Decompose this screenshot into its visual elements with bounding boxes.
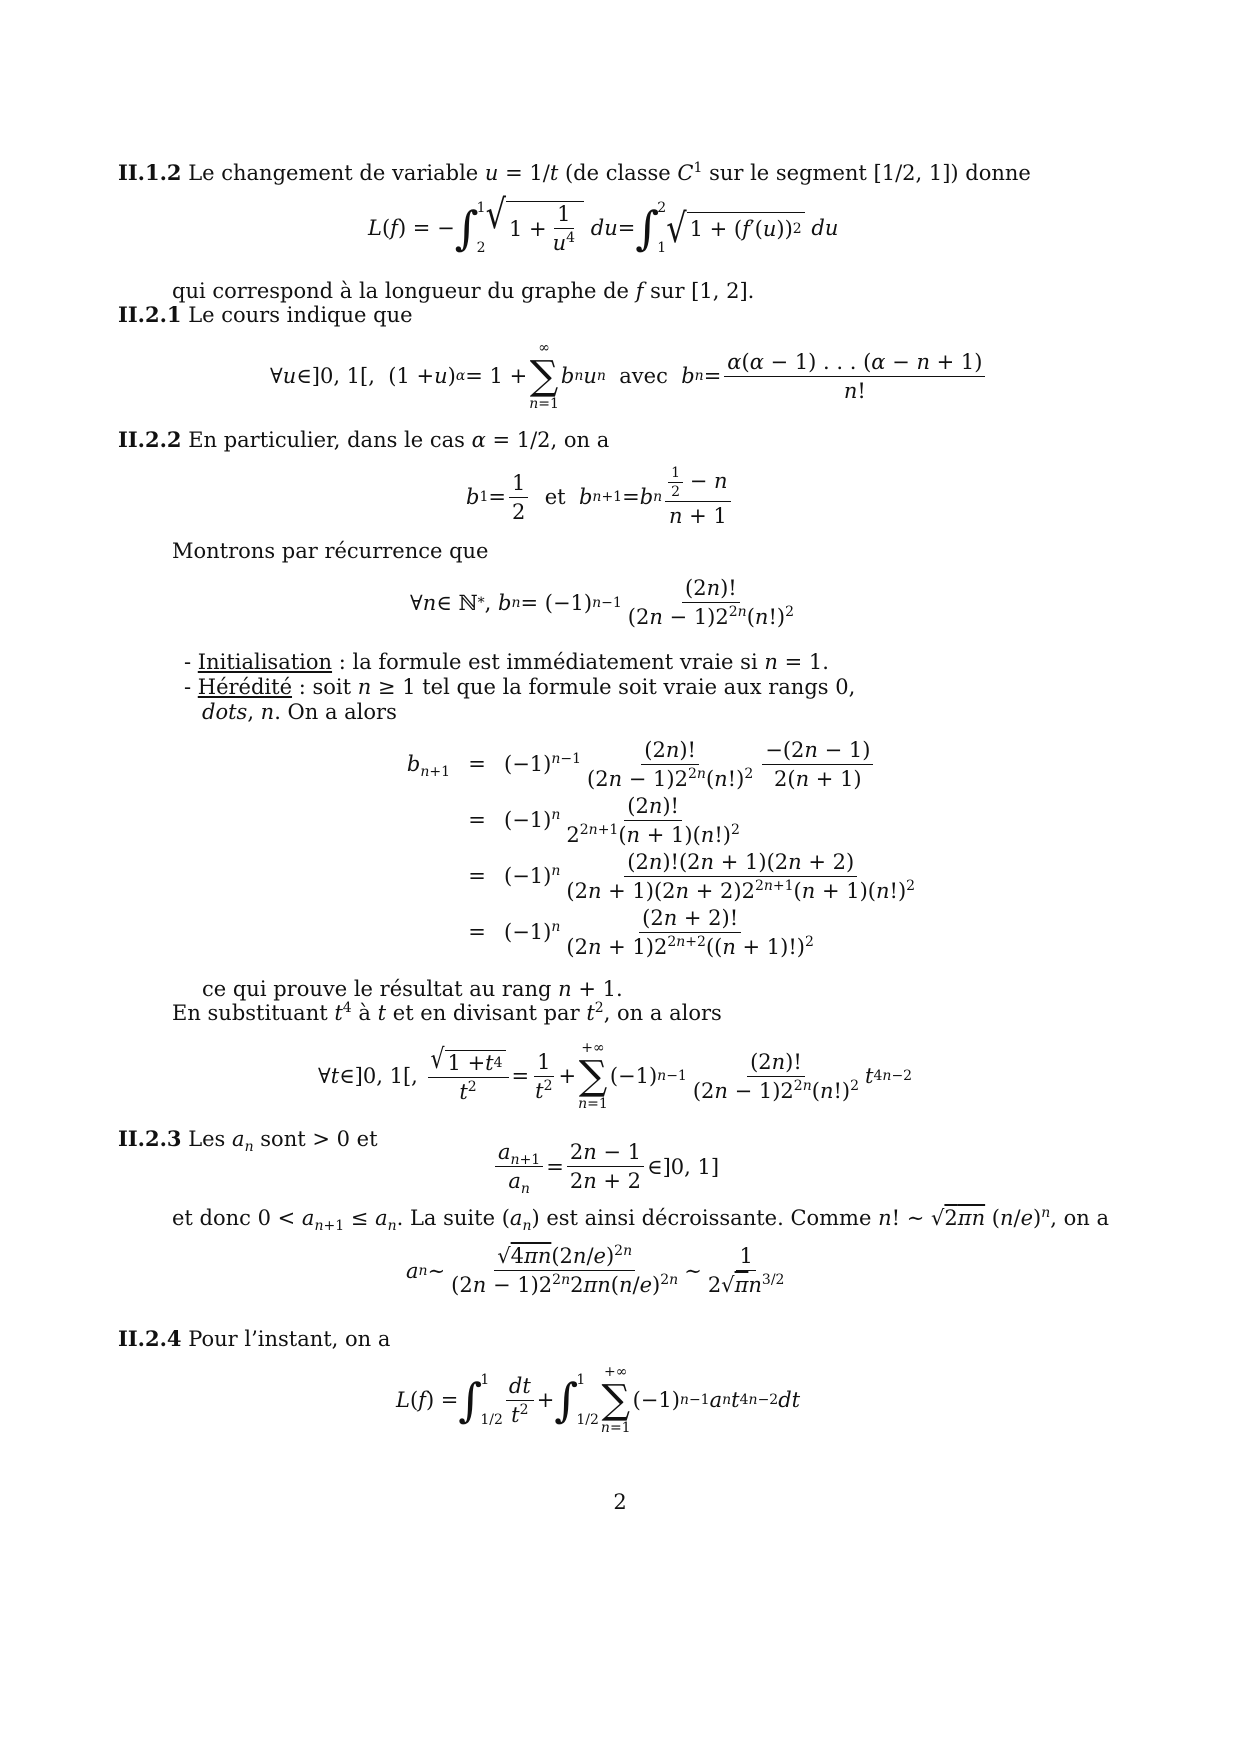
section-label: II.2.3 (118, 1126, 182, 1151)
paragraph-ii-2-2: II.2.2 En particulier, dans le cas α = 1/2, on a (118, 427, 610, 452)
page-number: 2 (613, 1490, 627, 1514)
equation-ratio: $\frac{a_{n+1}}{a_n}$ = $\frac{2n - 1}{2n + 2}$ ∈]0, 1] (492, 1140, 719, 1193)
equation-bn-closed-form: ∀ n ∈ ℕ * , b n = (−1) n−1 $\frac{(2n)!}{(2n - 1)2^{2n}(n!)^2}$ (410, 576, 794, 629)
equation-b1-recurrence: b 1 = $\frac{1}{2}$ et b n+1 = b n $\frac{1}{2}$ − n n + 1 (466, 466, 734, 528)
paragraph-ii-1-2: II.1.2 Le changement de variable u = 1/t (de classe $C^1$ sur le segment [1/2, 1]) donne (118, 160, 1031, 185)
section-label: II.1.2 (118, 160, 182, 185)
section-label: II.2.1 (118, 302, 182, 327)
equation-lf-change: L ( f ) = − ∫ 1 2 √ 1 + $\frac{1}{u^4}$ du = ∫ 2 1 √ 1 + ( f ′( u )) 2 du (368, 190, 839, 256)
equation-binomial-series: ∀ u ∈]0, 1[, (1 + u ) α = 1 + ∞ ∑ n=1 b n u n avec b n = $\frac{\alpha(\alpha - 1) . . . (\alpha - n + 1)}{n!}$ (270, 340, 988, 412)
paragraph-substitution: En substituant $t^4$ à t et en divisant par $t^2$, on a alors (172, 1000, 722, 1025)
paragraph-decroissante: et donc $0 < a_{n+1} \le a_n$. La suite $(a_n)$ est ainsi décroissante. Comme n! ∼ √2πn $(n/e)^n$, on a (172, 1205, 1109, 1235)
paragraph-montrons: Montrons par récurrence que (172, 539, 489, 563)
equation-induction-steps: $b_{n+1}$ = $(-1)^{n-1}$ $\frac{(2n)!}{(2n - 1)2^{2n}(n!)^2}$ $\frac{-(2n - 1)}{2(n + 1)}$ = $(-1)^n$ $\frac{(2n)!}{2^{2n+1}(n + 1)(n!)^2}$ = $(-1)^n$ $\frac{(2n)!(2n + 1)(2n + 2)}{(2n + 1)(2n + 2)2^{2n+1}(n + 1)(n!)^2}$ = $(-1)^n$ $\frac{(2n + 2)!}{(2n + 1)2^{2n+2}((n + 1)!)^2}$ (406, 737, 916, 959)
equation-asymptotic: a n ∼ $\frac{√4\pi n(2n/e)^{2n}}{(2n - 1)2^{2n}2\pi n(n/e)^{2n}}$ ∼ $\frac{1}{2√\pi n^{3/2}}$ (406, 1243, 785, 1297)
equation-lf-series: L ( f ) = ∫ 1 1/2 $\frac{dt}{t^2}$ + ∫ 1 1/2 +∞ ∑ n=1 (−1) n−1 a n t 4n−2 dt (396, 1364, 801, 1436)
paragraph-ii-2-3: II.2.3 Les $a_n$ sont > 0 et (118, 1126, 378, 1156)
list-item-initialisation: - Initialisation : la formule est immédiatement vraie si n = 1. (184, 650, 829, 674)
paragraph-longueur: qui correspond à la longueur du graphe de f sur [1, 2]. (172, 279, 755, 303)
section-label: II.2.2 (118, 427, 182, 452)
paragraph-ii-2-1: II.2.1 Le cours indique que (118, 302, 413, 327)
equation-series-expansion: ∀ t ∈]0, 1[, √ 1 + t 4 $t^2$ = $\frac{1}{t^2}$ + +∞ ∑ n=1 (−1) n−1 $\frac{(2n)!}{(2n - 1)2^{2n}(n!)^2}$ t 4n−2 (318, 1040, 913, 1112)
section-label: II.2.4 (118, 1326, 182, 1351)
paragraph-conclusion: ce qui prouve le résultat au rang n + 1. (202, 977, 623, 1001)
list-item-heredite-cont: dots, n. On a alors (202, 700, 397, 724)
list-item-heredite: - Hérédité : soit n ≥ 1 tel que la formule soit vraie aux rangs 0, (184, 675, 856, 699)
paragraph-ii-2-4: II.2.4 Pour l’instant, on a (118, 1326, 391, 1351)
